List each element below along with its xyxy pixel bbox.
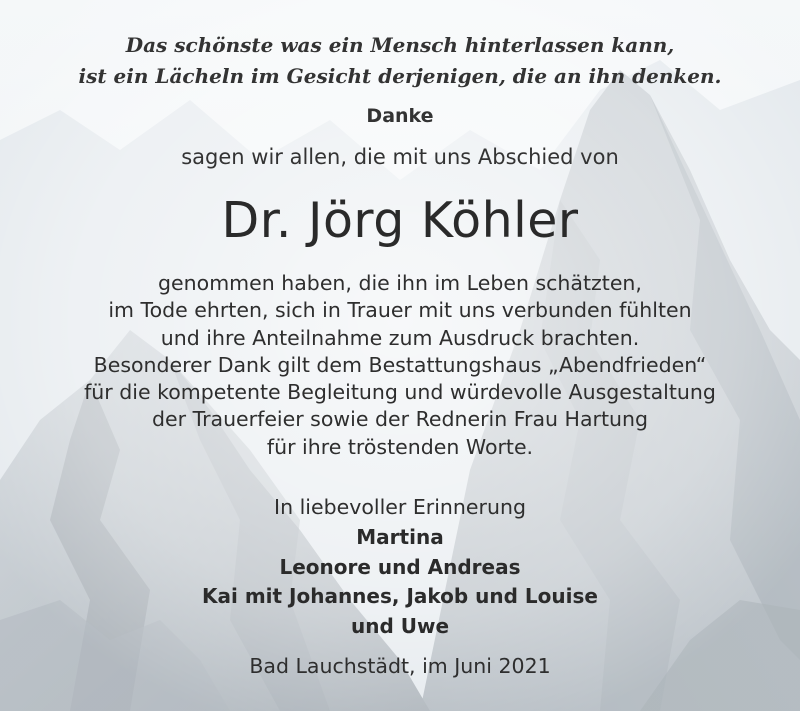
place-date: Bad Lauchstädt, im Juni 2021 — [249, 654, 551, 678]
body-line: Besonderer Dank gilt dem Bestattungshaus „Abendfrieden“ — [93, 352, 707, 377]
thanks-heading: Danke — [366, 105, 434, 127]
memory-line: In liebevoller Erinnerung — [274, 495, 526, 519]
quote-line: Das schönste was ein Mensch hinterlassen kann, — [125, 33, 675, 57]
deceased-name: Dr. Jörg Köhler — [221, 192, 579, 249]
signers-list — [0, 523, 800, 641]
signer: Kai mit Johannes, Jakob und Louise — [202, 584, 598, 608]
intro-line: sagen wir allen, die mit uns Abschied von — [181, 145, 619, 169]
signer: Martina — [356, 525, 444, 549]
quote-line: ist ein Lächeln im Gesicht derjenigen, die an ihn denken. — [78, 64, 722, 88]
body-line: im Tode ehrten, sich in Trauer mit uns verbunden fühlten — [108, 298, 692, 323]
body-line: der Trauerfeier sowie der Rednerin Frau Hartung — [152, 407, 648, 432]
body-line: genommen haben, die ihn im Leben schätzten, — [158, 271, 642, 295]
thanks-body — [0, 270, 800, 461]
memorial-quote — [0, 30, 800, 92]
body-line: für ihre tröstenden Worte. — [266, 434, 534, 459]
body-line: und ihre Anteilnahme zum Ausdruck brachten. — [160, 325, 640, 350]
signer: und Uwe — [350, 613, 450, 638]
body-line: für die kompetente Begleitung und würdevolle Ausgestaltung — [84, 380, 716, 405]
signer: Leonore und Andreas — [279, 554, 521, 579]
